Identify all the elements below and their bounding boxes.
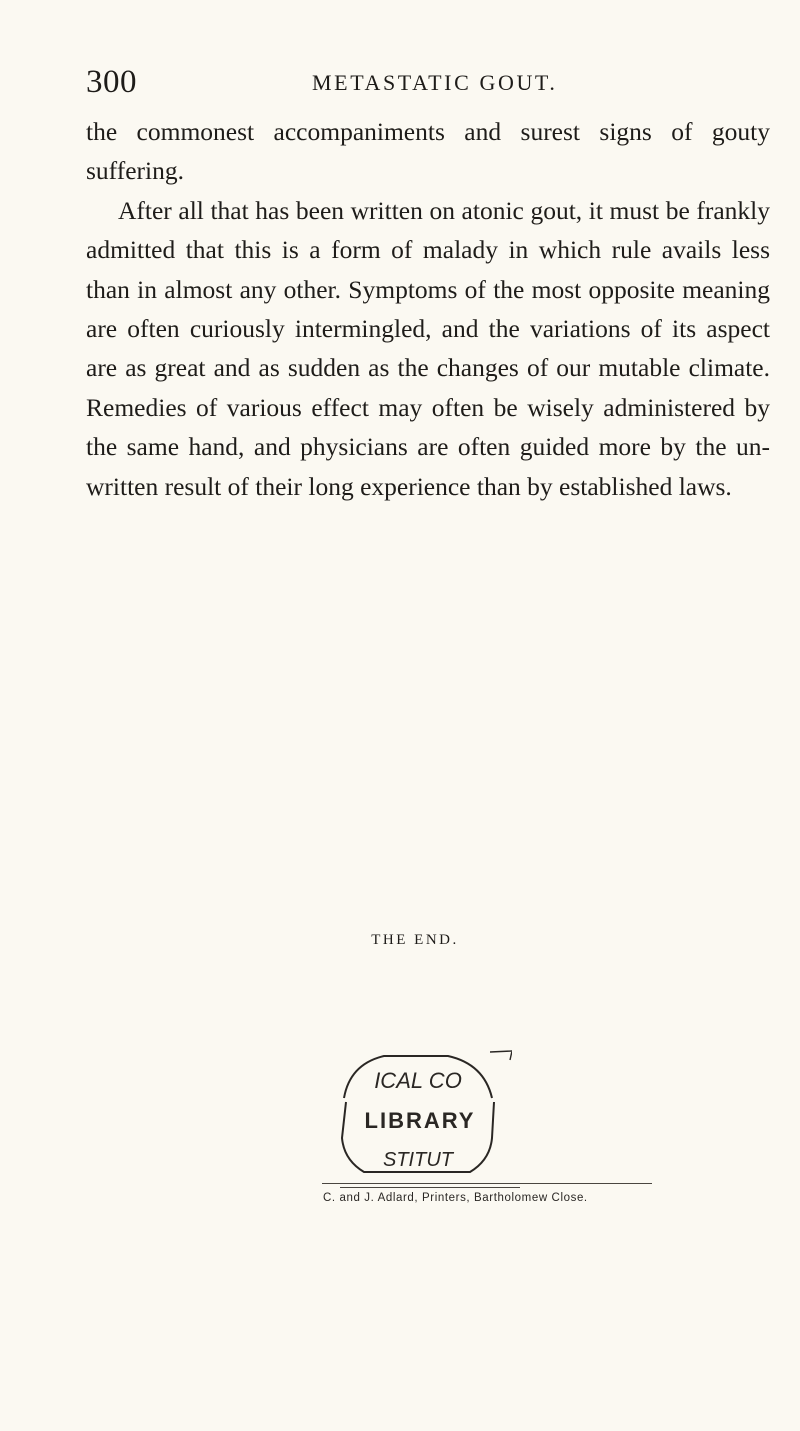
library-stamp-icon (322, 1050, 512, 1178)
imprint-rule (322, 1183, 652, 1184)
paragraph: After all that has been written on atonic gout, it must be frankly admitted that this is a form of malady in which rule avails less than in almost any other. Symptoms of the most opposite meaning are often curiously intermingled, and the variations of its aspect are as great and as sudden as the changes of our mutable climate. Remedies of various effect may often be wisely administered by the same hand, and physicians are often guided more by the un- written result of their long experience than by established laws. (86, 195, 770, 501)
body-text (86, 112, 770, 506)
page-header (86, 62, 776, 102)
page-number: 300 (86, 64, 137, 100)
printer-imprint: C. and J. Adlard, Printers, Bartholomew Close. (323, 1192, 588, 1204)
stamp-bottom-text: STITUT (383, 1149, 453, 1171)
the-end-label: THE END. (371, 932, 459, 948)
stamp-top-text: ICAL CO (374, 1068, 462, 1093)
stamp-center-text: LIBRARY (364, 1108, 476, 1133)
running-title: METASTATIC GOUT. (312, 70, 558, 95)
paragraph-continued: the commonest accompaniments and surest signs of gouty suffering. (86, 117, 770, 186)
imprint-rule-short (340, 1187, 520, 1188)
